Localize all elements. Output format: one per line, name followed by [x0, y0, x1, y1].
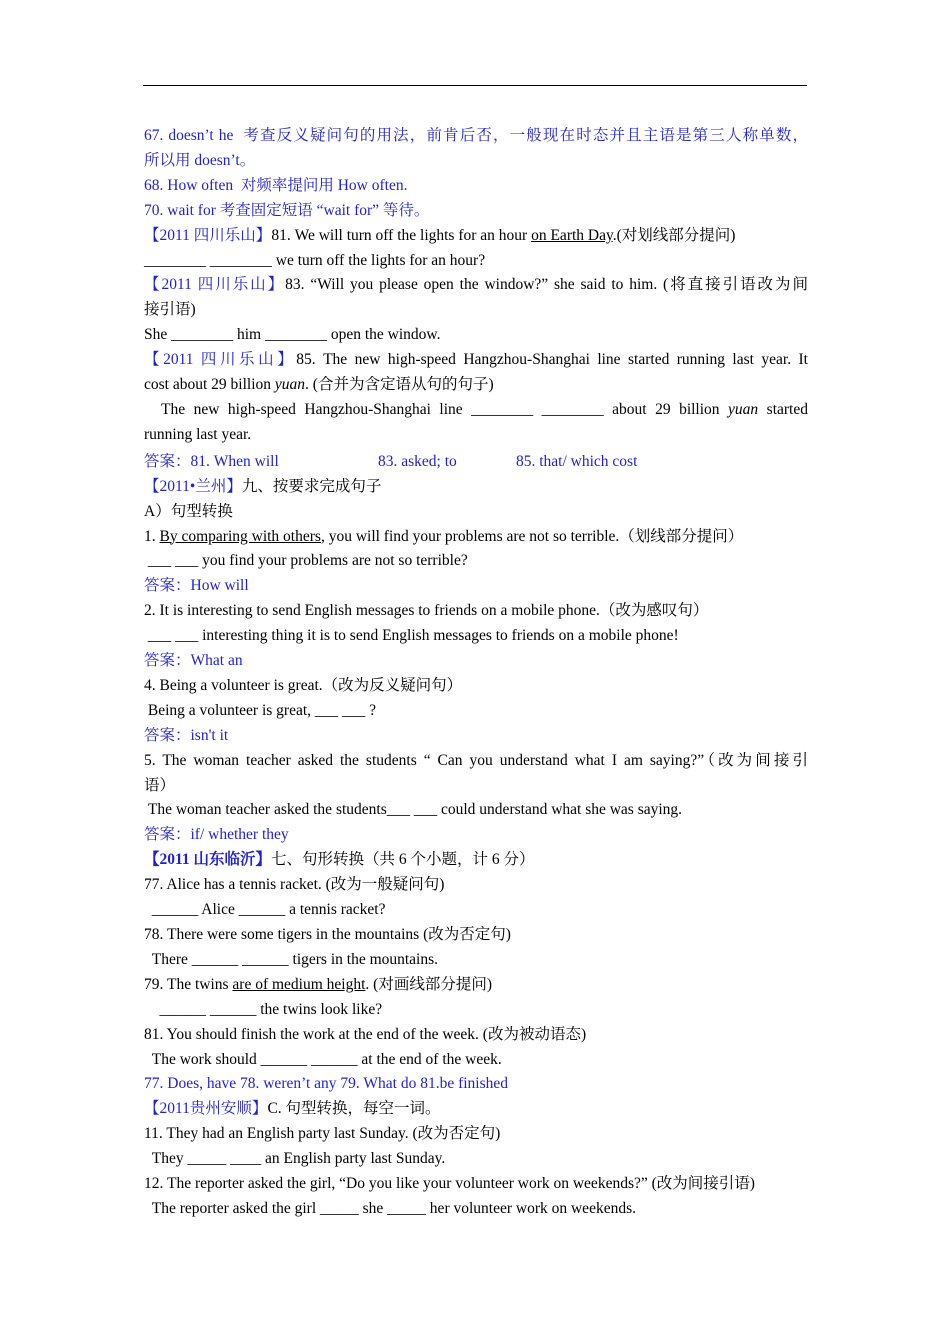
question-85: 【2011 四川乐山】85. The new high-speed Hangzhou-Shanghai line started running last year. It	[144, 351, 808, 369]
lanzhou-q4-answer: 答案：isn't it	[144, 726, 229, 744]
underlined-phrase: are of medium height	[232, 975, 366, 993]
answers-leshan: 答案：81. When will 83. asked; to 85. that/ which cost	[144, 452, 638, 470]
lanzhou-q2: 2. It is interesting to send English messages to friends on a mobile phone.（改为感叹句）	[144, 602, 709, 620]
answer-67-line2: 所以用 doesn’t。	[144, 151, 256, 169]
question-81: 【2011 四川乐山】81. We will turn off the lights for an hour on Earth Day.(对划线部分提问)	[144, 226, 736, 244]
lanzhou-q5-answer: 答案：if/ whether they	[144, 826, 289, 844]
anshun-heading: 【2011贵州安顺】C. 句型转换，每空一词。	[144, 1100, 441, 1118]
lanzhou-q5-blanks: The woman teacher asked the students___ ___ could understand what she was saying.	[144, 801, 683, 819]
linyi-q81-blanks: The work should ______ ______ at the end of the week.	[144, 1050, 502, 1068]
lanzhou-q5: 5. The woman teacher asked the students “ Can you understand what I am saying?”（改为间接引	[144, 751, 808, 769]
lanzhou-q2-answer: 答案：What an	[144, 652, 243, 670]
lanzhou-q4-blanks: Being a volunteer is great, ___ ___ ?	[144, 701, 377, 719]
anshun-q11: 11. They had an English party last Sunday. (改为否定句)	[144, 1125, 501, 1143]
question-85-line2: cost about 29 billion yuan. (合并为含定语从句的句子)	[144, 376, 494, 394]
source-tag: 【2011•兰州】	[144, 477, 242, 495]
source-tag: 【2011 四川乐山】	[144, 276, 286, 294]
anshun-q12-blanks: The reporter asked the girl _____ she _____ her volunteer work on weekends.	[144, 1199, 636, 1217]
linyi-q78: 78. There were some tigers in the mountains (改为否定句)	[144, 926, 511, 943]
lanzhou-heading: 【2011•兰州】九、按要求完成句子	[144, 477, 382, 495]
anshun-q12: 12. The reporter asked the girl, “Do you like your volunteer work on weekends?” (改为间接引语)	[144, 1175, 755, 1193]
question-83-line2: 接引语)	[144, 301, 196, 319]
underlined-phrase: By comparing with others	[159, 527, 321, 545]
linyi-q81: 81. You should finish the work at the end of the week. (改为被动语态)	[144, 1025, 587, 1043]
linyi-q78-blanks: There ______ ______ tigers in the mountains.	[144, 950, 439, 968]
source-tag: 【2011 四川乐山】	[144, 226, 272, 244]
header-rule	[143, 85, 807, 86]
linyi-heading: 【2011 山东临沂】七、句形转换（共 6 个小题，计 6 分）	[144, 851, 535, 869]
lanzhou-q4: 4. Being a volunteer is great.（改为反义疑问句）	[144, 676, 463, 694]
lanzhou-q1-blanks: ___ ___ you find your problems are not so terrible?	[144, 552, 468, 570]
answer-68: 68. How often 对频率提问用 How often.	[144, 176, 408, 194]
question-81-blanks: ________ ________ we turn off the lights for an hour?	[144, 251, 486, 269]
answer-67-line1: 67. doesn’t he 考查反义疑问句的用法，前肯后否，一般现在时态并且主语是第三人称单数，	[144, 127, 808, 144]
source-tag: 【2011贵州安顺】	[144, 1100, 268, 1118]
lanzhou-section-a: A）句型转换	[144, 502, 233, 520]
linyi-q79-blanks: ______ ______ the twins look like?	[144, 1000, 383, 1018]
lanzhou-q1-answer: 答案：How will	[144, 577, 249, 595]
lanzhou-q5-line2: 语）	[144, 776, 176, 794]
lanzhou-q1: 1. By comparing with others, you will find your problems are not so terrible.（划线部分提问）	[144, 527, 744, 545]
question-83-blanks: She ________ him ________ open the window.	[144, 326, 441, 344]
linyi-q79: 79. The twins are of medium height. (对画线部分提问)	[144, 975, 492, 993]
anshun-q11-blanks: They _____ ____ an English party last Sunday.	[144, 1150, 446, 1168]
source-tag: 【2011 山东临沂】	[144, 851, 272, 869]
linyi-q77: 77. Alice has a tennis racket. (改为一般疑问句)	[144, 876, 445, 894]
linyi-q77-blanks: ______ Alice ______ a tennis racket?	[144, 901, 386, 919]
linyi-answers: 77. Does, have 78. weren’t any 79. What do 81.be finished	[144, 1075, 509, 1093]
lanzhou-q2-blanks: ___ ___ interesting thing it is to send English messages to friends on a mobile phone!	[144, 627, 679, 645]
document-body	[144, 124, 808, 1222]
source-tag: 【2011 四川乐山】	[144, 351, 297, 369]
answer-70: 70. wait for 考查固定短语 “wait for” 等待。	[144, 201, 430, 219]
question-83: 【2011 四川乐山】83. “Will you please open the window?” she said to him. (将直接引语改为间	[144, 276, 809, 294]
question-85-blanks: The new high-speed Hangzhou-Shanghai line ________ ________ about 29 billion yuan started	[144, 400, 808, 418]
underlined-phrase: on Earth Day	[531, 226, 613, 244]
question-85-line4: running last year.	[144, 425, 252, 443]
